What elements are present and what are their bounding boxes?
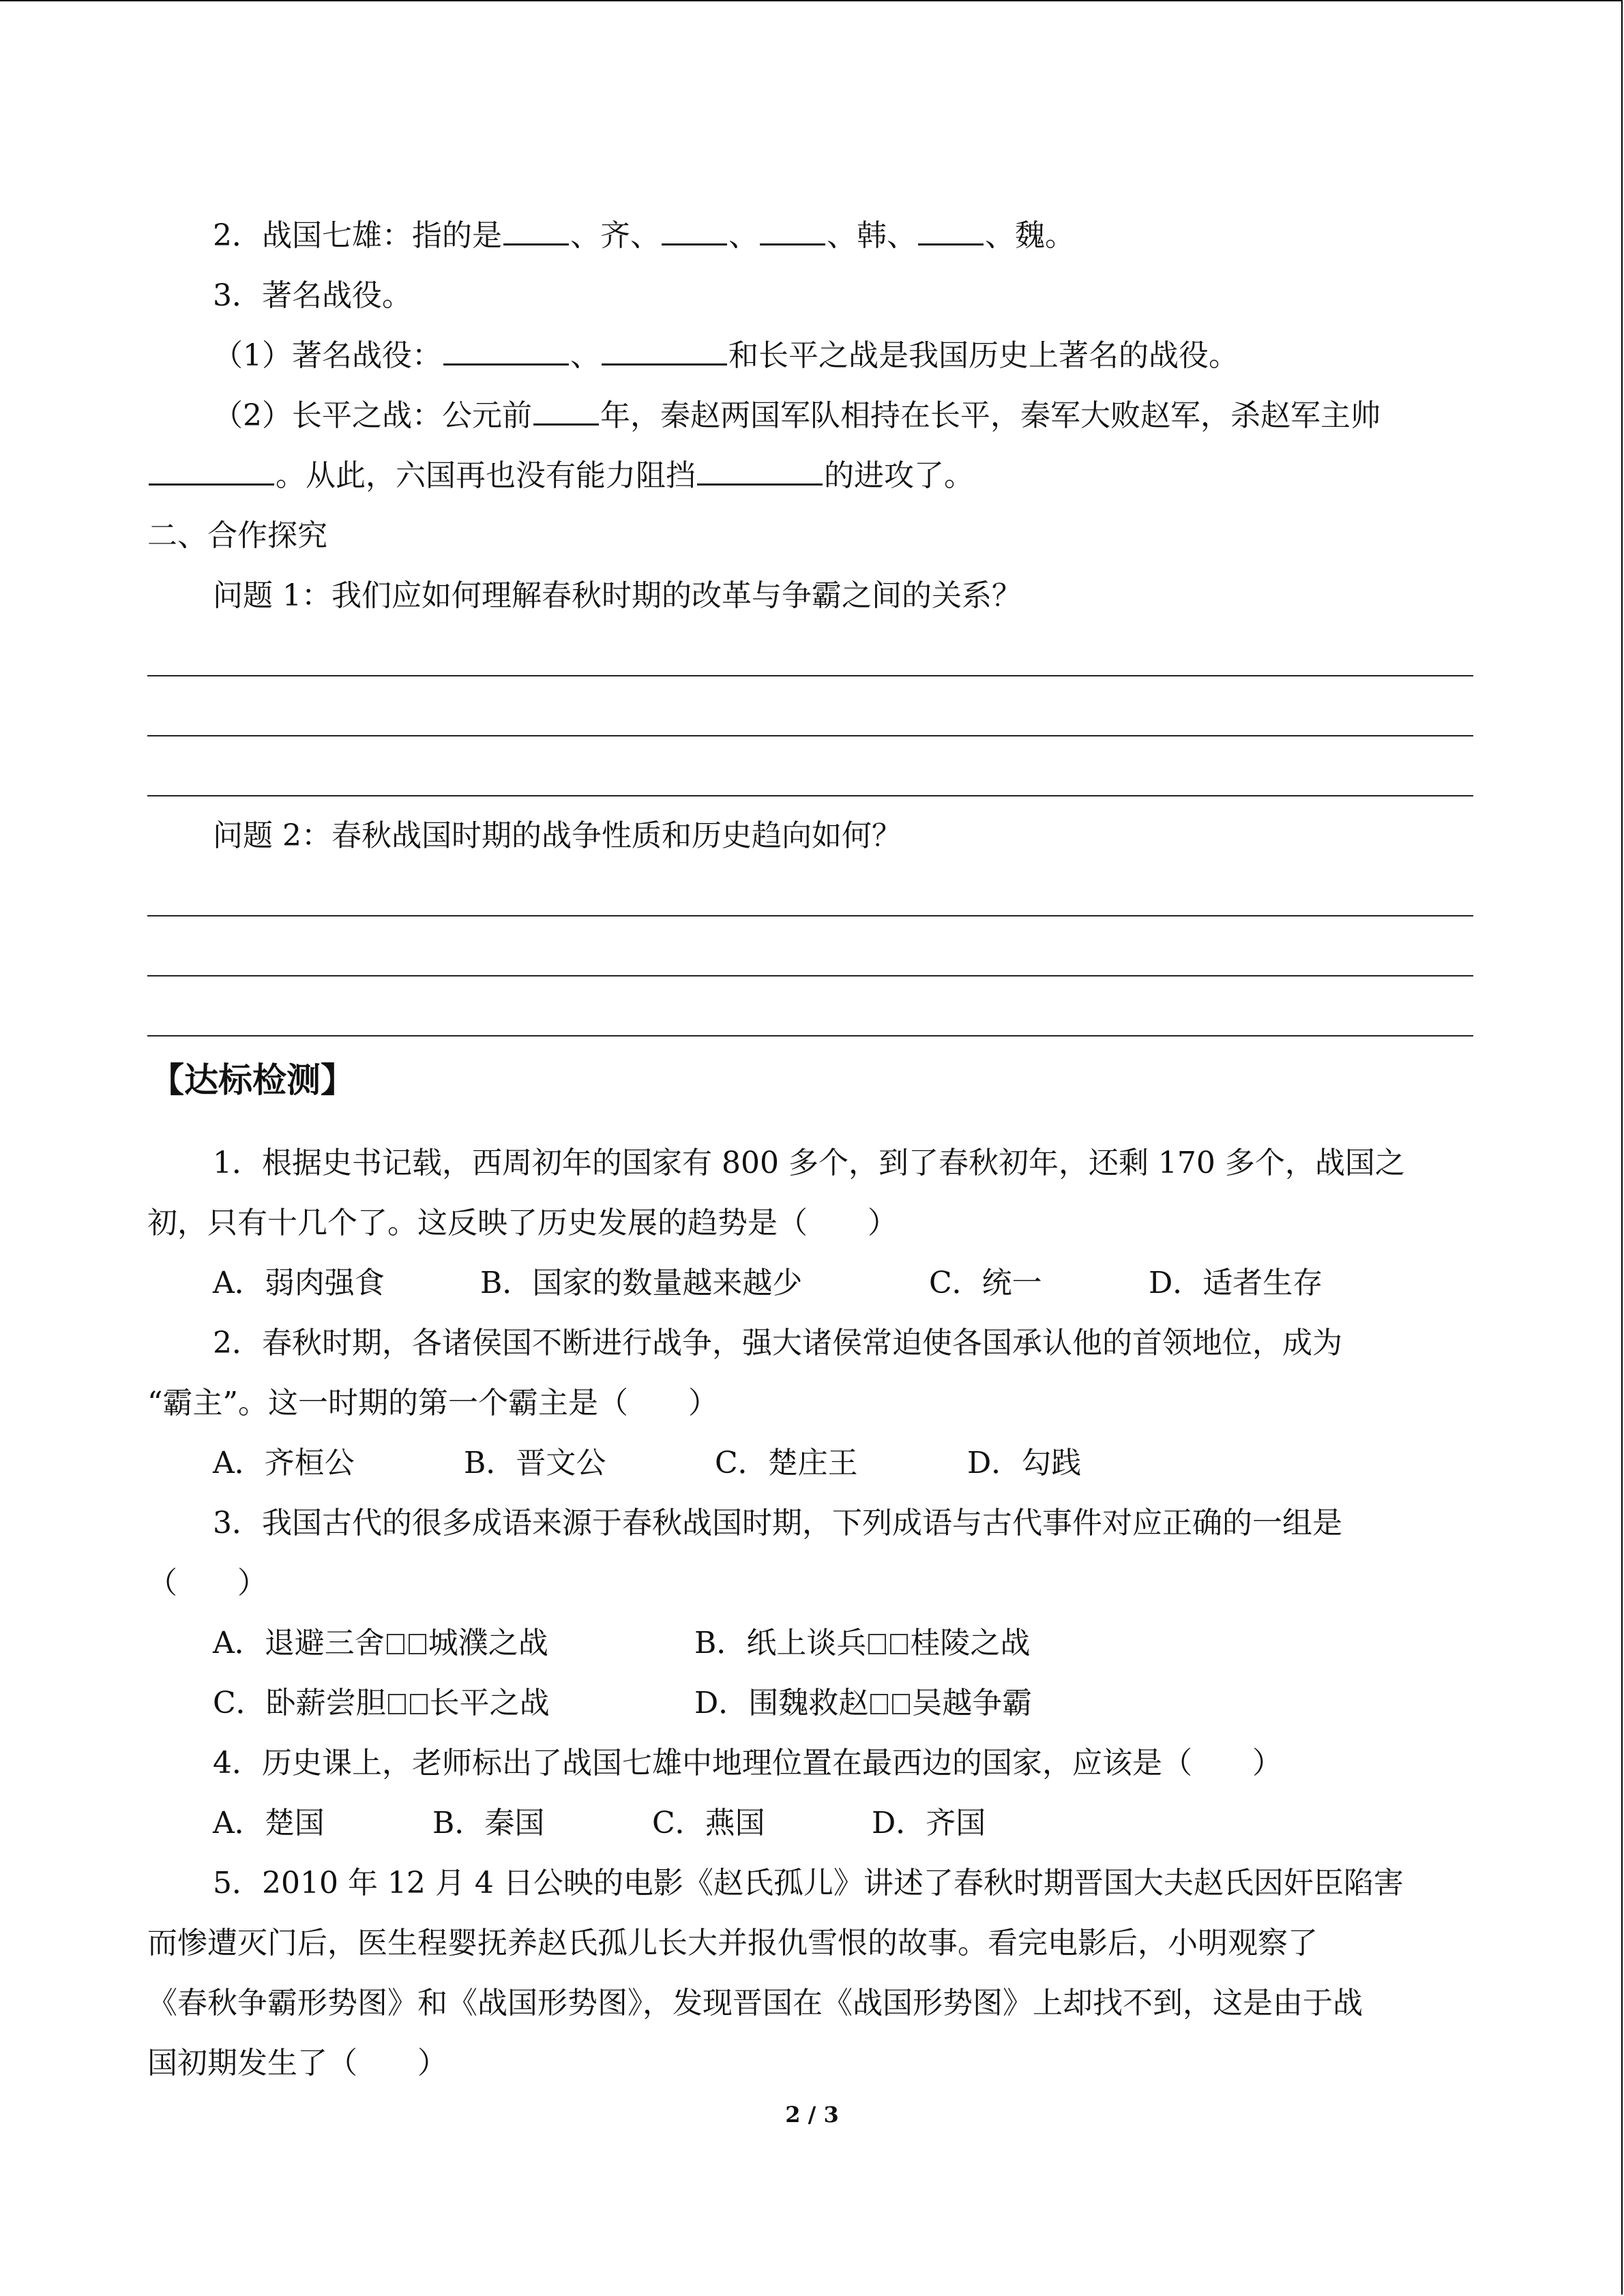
- test-q5-line2: 而惨遭灭门后，医生程婴抚养赵氏孤儿长大并报仇雪恨的故事。看完电影后，小明观察了: [147, 1926, 1318, 1960]
- box-glyph: [409, 1634, 426, 1654]
- section-title-cooperation: 二、合作探究: [147, 518, 327, 553]
- answer-blank[interactable]: [533, 396, 599, 426]
- answer-blank[interactable]: [602, 336, 727, 366]
- answer-blank[interactable]: [918, 216, 984, 245]
- option-a[interactable]: A．退避三舍 城濮之战: [213, 1626, 548, 1660]
- option-d[interactable]: D．齐国: [872, 1806, 986, 1840]
- box-glyph: [388, 1694, 406, 1714]
- test-q5-line1: 5．2010 年 12 月 4 日公映的电影《赵氏孤儿》讲述了春秋时期晋国大夫赵氏因奸臣陷害: [213, 1866, 1404, 1900]
- fill-in-item-3-1: （1）著名战役： 、 和长平之战是我国历史上著名的战役。: [213, 336, 1239, 376]
- answer-line[interactable]: [147, 675, 1473, 676]
- option-a[interactable]: A．楚国: [213, 1806, 325, 1840]
- option-d[interactable]: D．围魏救赵 吴越争霸: [694, 1686, 1033, 1720]
- test-q1-line2: 初，只有十几个了。这反映了历史发展的趋势是（ ）: [147, 1206, 898, 1240]
- box-glyph: [890, 1634, 908, 1654]
- option-a[interactable]: A．弱肉强食: [213, 1266, 385, 1300]
- answer-line[interactable]: [147, 1035, 1473, 1037]
- box-glyph: [892, 1694, 910, 1714]
- test-q1-line1: 1．根据史书记载，西周初年的国家有 800 多个，到了春秋初年，还剩 170 多个，战国之: [213, 1146, 1405, 1180]
- option-b[interactable]: B．秦国: [432, 1806, 545, 1840]
- answer-blank[interactable]: [697, 456, 823, 486]
- option-c[interactable]: C．燕国: [652, 1806, 765, 1840]
- option-a[interactable]: A．齐桓公: [213, 1446, 355, 1480]
- question-1: 问题 1：我们应如何理解春秋时期的改革与争霸之间的关系？: [213, 578, 1022, 613]
- box-glyph: [870, 1694, 888, 1714]
- box-glyph: [868, 1634, 886, 1654]
- option-c[interactable]: C．统一: [929, 1266, 1042, 1300]
- test-q3-line1: 3．我国古代的很多成语来源于春秋战国时期，下列成语与古代事件对应正确的一组是: [213, 1506, 1342, 1540]
- test-q3-line2: （ ）: [147, 1566, 267, 1600]
- fill-in-item-3-2-cont: 。从此，六国再也没有能力阻挡 的进攻了。: [147, 456, 974, 496]
- option-d[interactable]: D．勾践: [967, 1446, 1082, 1480]
- option-b[interactable]: B．晋文公: [464, 1446, 606, 1480]
- section-heading-test: 【达标检测】: [150, 1060, 355, 1100]
- answer-blank[interactable]: [662, 216, 727, 245]
- option-b[interactable]: B．国家的数量越来越少: [480, 1266, 803, 1300]
- answer-line[interactable]: [147, 735, 1473, 736]
- answer-blank[interactable]: [149, 456, 274, 486]
- test-q4-line1: 4．历史课上，老师标出了战国七雄中地理位置在最西边的国家，应该是（ ）: [213, 1746, 1282, 1780]
- option-c[interactable]: C．楚庄王: [715, 1446, 858, 1480]
- test-q5-line3: 《春秋争霸形势图》和《战国形势图》，发现晋国在《战国形势图》上却找不到，这是由于战: [147, 1986, 1363, 2021]
- fill-in-item-3-2: （2）长平之战：公元前 年，秦赵两国军队相持在长平，秦军大败赵军，杀赵军主帅: [213, 396, 1381, 436]
- option-b[interactable]: B．纸上谈兵 桂陵之战: [694, 1626, 1031, 1660]
- box-glyph: [410, 1694, 428, 1714]
- answer-line[interactable]: [147, 795, 1473, 796]
- option-d[interactable]: D．适者生存: [1149, 1266, 1323, 1300]
- test-q2-line2: “霸主”。这一时期的第一个霸主是（ ）: [147, 1386, 718, 1420]
- question-2: 问题 2：春秋战国时期的战争性质和历史趋向如何？: [213, 818, 902, 853]
- box-glyph: [387, 1634, 404, 1654]
- answer-line[interactable]: [147, 915, 1473, 916]
- test-q5-line4: 国初期发生了（ ）: [147, 2046, 447, 2081]
- test-q2-line1: 2．春秋时期，各诸侯国不断进行战争，强大诸侯常迫使各国承认他的首领地位，成为: [213, 1326, 1342, 1360]
- answer-blank[interactable]: [503, 216, 569, 245]
- page-number: 2 / 3: [785, 2102, 839, 2128]
- fill-in-item-3: 3．著名战役。: [213, 278, 412, 313]
- answer-line[interactable]: [147, 975, 1473, 976]
- answer-blank[interactable]: [443, 336, 569, 366]
- option-c[interactable]: C．卧薪尝胆 长平之战: [213, 1686, 550, 1720]
- fill-in-item-2: 2．战国七雄：指的是 、齐、 、 、韩、 、魏。: [213, 215, 1075, 256]
- answer-blank[interactable]: [760, 216, 825, 245]
